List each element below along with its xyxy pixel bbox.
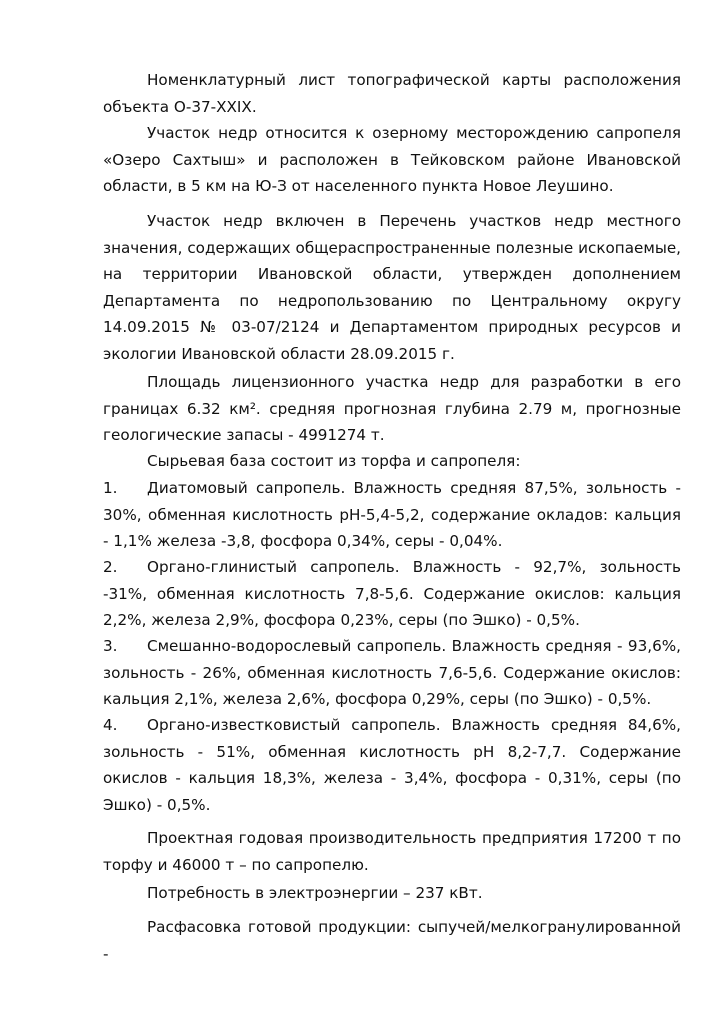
list-item-number: 1. [103,479,118,497]
list-item [103,633,681,713]
list-item-number: 2. [103,558,118,576]
paragraph-license-area: Площадь лицензионного участка недр для разработки в его границах 6.32 км². средняя прогнозная глубина 2.79 м, прогнозные геологические запасы - 4991274 т. [103,373,681,444]
paragraph-map-sheet: Номенклатурный лист топографической карты расположения объекта О-37-XXIX. [103,71,681,116]
list-item [103,554,681,634]
list-item-text: Смешанно-водорослевый сапропель. Влажность средняя - 93,6%, зольность - 26%, обменная кислотность 7,6-5,6. Содержание окислов: кальция 2,1%, железа 2,6%, фосфора 0,29%, серы (по Эшко) - 0,5%. [103,637,681,708]
list-item-number: 4. [103,716,118,734]
paragraph-power-demand: Потребность в электроэнергии – 237 кВт. [147,884,483,902]
list-item-text: Органо-глинистый сапропель. Влажность - 92,7%, зольность -31%, обменная кислотность 7,8-5,6. Содержание окислов: кальция 2,2%, железа 2,9%, фосфора 0,23%, серы (по Эшко) - 0,5%. [103,558,681,629]
paragraph-annual-capacity: Проектная годовая производительность предприятия 17200 т по торфу и 46000 т – по сапропелю. [103,829,681,874]
paragraph-packaging: Расфасовка готовой продукции: сыпучей/мелкогранулированной - [103,918,681,963]
paragraph-deposit-location: Участок недр относится к озерному месторождению сапропеля «Озеро Сахтыш» и расположен в Тейковском районе Ивановской области, в 5 км на Ю-З от населенного пункта Новое Леушино. [103,124,681,195]
list-item [103,712,681,818]
list-item [103,475,681,555]
paragraph-registry-inclusion: Участок недр включен в Перечень участков недр местного значения, содержащих общераспространенные полезные ископаемые, на территории Ивановской области, утвержден дополнением Департамента по недропользованию по Центральному округу 14.09.2015 № 03-07/2124 и Департаментом природных ресурсов и экологии Ивановской области 28.09.2015 г. [103,212,681,363]
list-item-text: Органо-известковистый сапропель. Влажность средняя 84,6%, зольность - 51%, обменная кислотность pH 8,2-7,7. Содержание окислов - кальция 18,3%, железа - 3,4%, фосфора - 0,31%, серы (по Эшко) - 0,5%. [103,716,681,814]
list-item-text: Диатомовый сапропель. Влажность средняя 87,5%, зольность - 30%, обменная кислотность pH-5,4-5,2, содержание окладов: кальция - 1,1% железа -3,8, фосфора 0,34%, серы - 0,04%. [103,479,681,550]
list-item-number: 3. [103,637,118,655]
paragraph-raw-material-base: Сырьевая база состоит из торфа и сапропеля: [147,452,521,470]
